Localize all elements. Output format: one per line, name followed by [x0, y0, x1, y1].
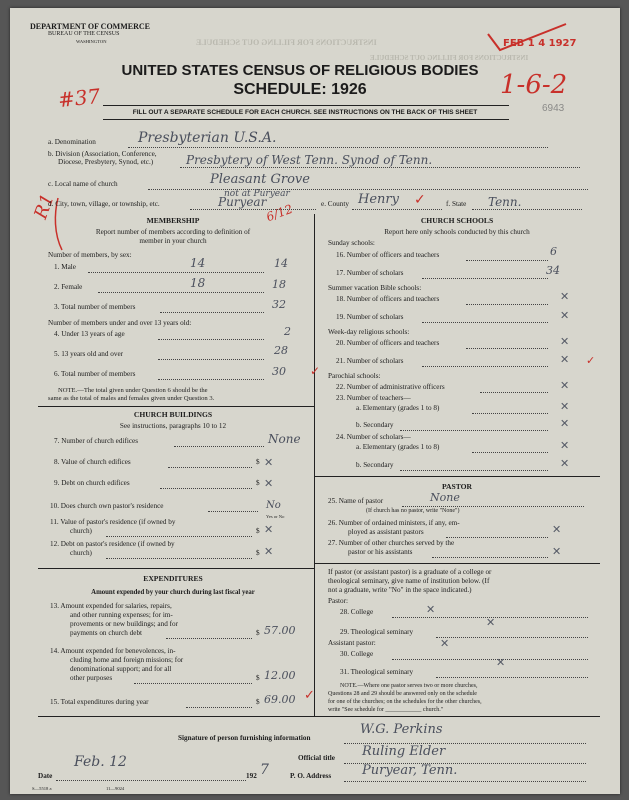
date-value: Feb. 12 — [74, 754, 127, 770]
pastor-note: NOTE.—Where one pastor serves two or more churches, — [340, 683, 478, 689]
q25-label: 25. Name of pastor — [328, 497, 384, 505]
q26-blank-mark: ✕ — [552, 523, 562, 536]
membership-intro: Report number of members according to definition of — [95, 228, 251, 236]
q19-label: 19. Number of scholars — [336, 313, 404, 321]
q9-label: 9. Debt on church edifices — [54, 479, 130, 487]
q9-blank-mark: ✕ — [264, 477, 274, 490]
received-date-stamp: FEB 1 4 1927 — [503, 38, 577, 49]
bleed-through-text: INSTRUCTIONS FOR FILLING OUT SCHEDULE — [196, 38, 377, 47]
q3-value: 32 — [272, 298, 286, 311]
parochial-schools-label: Parochial schools: — [328, 372, 381, 380]
q4-label: 4. Under 13 years of age — [54, 330, 125, 338]
expenditures-heading: EXPENDITURES — [143, 574, 203, 583]
graduate-instructions-3: not a graduate, write "No" in the space indicated.) — [328, 586, 472, 594]
q14-label: 14. Amount expended for benevolences, in- — [50, 647, 176, 655]
q9-dollar: $ — [256, 479, 260, 487]
local-name-note: not at Puryear — [224, 189, 290, 199]
q27-label: 27. Number of other churches served by the — [328, 539, 455, 547]
pastor-note-4: write "See schedule for ____________ church." — [328, 707, 444, 713]
q1-stray-value: 14 — [190, 256, 206, 270]
official-title-label: Official title — [298, 754, 335, 762]
date-label: Date — [38, 772, 53, 780]
schools-heading: CHURCH SCHOOLS — [420, 216, 494, 225]
q13-dollar: $ — [256, 629, 260, 637]
by-sex-label: Number of members, by sex: — [48, 251, 132, 259]
q1-label: 1. Male — [54, 263, 76, 271]
city-value: Puryear — [218, 195, 267, 209]
q27-label-2: pastor or his assistants — [348, 548, 413, 556]
county-note: 6/12 — [264, 201, 295, 225]
column-divider — [314, 214, 315, 716]
q14-label-2: cluding home and foreign missions; for — [70, 656, 184, 664]
q28-blank-mark: ✕ — [426, 603, 436, 616]
local-name-value: Pleasant Grove — [210, 172, 310, 187]
bleed-through-text-2: INSTRUCTIONS FOR FILLING OUT SCHEDULE — [370, 54, 529, 62]
form-number: S—5518 a — [32, 786, 52, 791]
q22-blank-mark: ✕ — [560, 379, 570, 392]
official-title-value: Ruling Elder — [362, 744, 446, 759]
q8-dollar: $ — [256, 458, 260, 466]
q5-value: 28 — [274, 344, 288, 357]
q23a-blank-mark: ✕ — [560, 400, 570, 413]
buildings-instructions: See instructions, paragraphs 10 to 12 — [119, 422, 227, 430]
q21-blank-mark: ✕ — [560, 353, 570, 366]
q30-label: 30. College — [340, 650, 374, 658]
q15-value: 69.00 — [264, 693, 296, 706]
q24a-blank-mark: ✕ — [560, 439, 570, 452]
city-label: d. City, town, village, or township, etc. — [48, 200, 160, 208]
pastor-subheading: Pastor: — [328, 597, 348, 605]
form-print-code: 11—9024 — [106, 786, 125, 791]
q23b-blank-mark: ✕ — [560, 417, 570, 430]
state-value: Tenn. — [488, 195, 522, 209]
q19-blank-mark: ✕ — [560, 309, 570, 322]
q6-label: 6. Total number of members — [54, 370, 136, 378]
q13-label: 13. Amount expended for salaries, repairs, — [50, 602, 172, 610]
summer-schools-label: Summer vacation Bible schools: — [328, 284, 422, 292]
q18-blank-mark: ✕ — [560, 290, 570, 303]
q20-blank-mark: ✕ — [560, 335, 570, 348]
signature-value: W.G. Perkins — [360, 722, 443, 737]
q8-label: 8. Value of church edifices — [54, 458, 131, 466]
q15-label: 15. Total expenditures during year — [50, 698, 149, 706]
po-address-value: Puryear, Tenn. — [362, 763, 458, 778]
q22-label: 22. Number of administrative officers — [336, 383, 445, 391]
denomination-label: a. Denomination — [48, 138, 96, 146]
q11-label-2: church) — [70, 527, 92, 535]
by-age-label: Number of members under and over 13 years old: — [48, 319, 192, 327]
q29-blank-mark: ✕ — [486, 616, 496, 629]
q12-label-2: church) — [70, 549, 92, 557]
yes-no-caption: Yes or No — [266, 514, 285, 519]
q13-label-2: and other running expenses; for im- — [70, 611, 173, 619]
q29-label: 29. Theological seminary — [340, 628, 414, 636]
q18-label: 18. Number of officers and teachers — [336, 295, 440, 303]
pastor-note-2: Questions 28 and 29 should be answered only on the schedule — [328, 691, 477, 697]
q26-label-2: ployed as assistant pastors — [348, 528, 424, 536]
q12-dollar: $ — [256, 549, 260, 557]
q24-label: 24. Number of scholars— — [336, 433, 411, 441]
q10-value: No — [266, 500, 281, 511]
county-value: Henry — [358, 192, 399, 207]
q24b-label: b. Secondary — [356, 461, 394, 469]
q16-value: 6 — [550, 245, 557, 258]
q2-value: 18 — [272, 278, 286, 291]
pastor-heading: PASTOR — [441, 482, 473, 491]
division-label: b. Division (Association, Conference, — [48, 150, 157, 158]
state-label: f. State — [446, 200, 467, 208]
schedule-number: #37 — [56, 83, 102, 113]
q5-label: 5. 13 years old and over — [54, 350, 124, 358]
membership-note: NOTE.—The total given under Question 6 should be the — [58, 387, 208, 394]
county-label: e. County — [321, 200, 349, 208]
q16-label: 16. Number of officers and teachers — [336, 251, 440, 259]
schools-intro: Report here only schools conducted by this church — [384, 228, 530, 236]
q13-value: 57.00 — [264, 624, 296, 637]
q31-blank-mark: ✕ — [496, 656, 506, 669]
form-title: UNITED STATES CENSUS OF RELIGIOUS BODIES — [121, 62, 479, 79]
q7-label: 7. Number of church edifices — [54, 437, 139, 445]
q14-label-3: denominational support; and for all — [70, 665, 172, 673]
q14-label-4: other purposes — [70, 674, 113, 682]
q2-stray-value: 18 — [190, 276, 206, 290]
q25-value: None — [430, 491, 460, 504]
po-address-label: P. O. Address — [290, 772, 332, 780]
q7-value: None — [268, 432, 301, 446]
q2-label: 2. Female — [54, 283, 83, 291]
q11-blank-mark: ✕ — [264, 523, 274, 536]
census-schedule-sheet: DEPARTMENT OF COMMERCE BUREAU OF THE CENSUS WASHINGTON INSTRUCTIONS FOR FILLING OUT SCHEDULE INSTRUCTIONS FOR FILLING OUT SCHEDULE UNITED STATES CENSUS OF RELIGIOUS BODIES SCHEDULE: 1926 FILL OUT A SEPARATE SCHEDULE FOR EACH CHURCH. SEE INSTRUCTIONS ON THE BACK OF THIS SHEET FEB 1 4 1927 1-6-2 #37 6943 R1 6/12 a. Denomination Presbyterian U.S.A. b. Division (Association, Conference, Diocese, Presbytery, Synod, etc.) Presbytery of West Tenn. Synod of Tenn. c. Local name of church Pleasant Grove not at Puryear d. City, town, village, or township, etc. Puryear e. County Henry ✓ f. State Tenn. MEMBERSHIP Report number of members according to definition of member in your church Number of members, by sex: 1. Male 14 14 2. Female 18 18 3. Total number of members 32 Number of members under and over 13 years old: 4. Under 13 years of age 2 5. 13 years old and over 28 6. Total number of members 30 ✓ NOTE.—The total given under Question 6 should be the same as the total of males and females given under Question 3. CHURCH BUILDINGS See instructions, paragraphs 10 to 12 7. Number of church edifices None 8. Value of church edifices $ ✕ 9. Debt on church edifices $ ✕ 10. Does church own pastor's residence No Yes or No 11. Value of pastor's residence (if owned by church) $ ✕ 12. Debt on pastor's residence (if owned by church) $ ✕ EXPENDITURES Amount expended by your church during last fiscal year 13. Amount expended for salaries, repairs, and other running expenses; for im- provements or new buildings; and for payments on church debt $ 57.00 14. Amount expended for benevolences, in- cluding home and foreign missions; for denominational support; and for all other purposes $ 12.00 15. Total expenditures during year $ 69.00 ✓ CHURCH SCHOOLS Report here only schools conducted by this church Sunday schools: 16. Number of officers and teachers 6 17. Number of scholars 34 Summer vacation Bible schools: 18. Number of officers and teachers ✕ 19. Number of scholars ✕ Week-day religious schools: 20. Number of officers and teachers ✕ 21. Number of scholars ✕ ✓ Parochial schools: 22. Number of administrative officers ✕ 23. Number of teachers— a. Elementary (grades 1 to 8) ✕ b. Secondary ✕ 24. Number of scholars— a. Elementary (grades 1 to 8) ✕ b. Secondary ✕ PASTOR 25. Name of pastor None (If church has no pastor, write "None") 26. Number of ordained ministers, if any, em- ployed as assistant pastors ✕ 27. Number of other churches served by the pastor or his assistants ✕ If pastor (or assistant pastor) is a graduate of a college or theological seminary, give name of institution below. (If not a graduate, write "No" in the space indicated.) Pastor: 28. College ✕ 29. Theological seminary ✕ Assistant pastor: 30. College ✕ 31. Theological seminary ✕ NOTE.—Where one pastor serves two or more churches, Questions 28 and 29 should be answered only on the schedule for one of the churches; on the schedules for the other churches, write "See schedule for ____________ church." Signature of person furnishing information W.G. Perkins Official title Ruling Elder Date Feb. 12 192 7 P. O. Address Puryear, Tenn. S—5518 a 11—9024 — [10, 8, 620, 794]
q31-label: 31. Theological seminary — [340, 668, 414, 676]
q11-dollar: $ — [256, 527, 260, 535]
assistant-pastor-subheading: Assistant pastor: — [328, 639, 376, 647]
membership-heading: MEMBERSHIP — [146, 216, 200, 225]
q24b-blank-mark: ✕ — [560, 457, 570, 470]
q27-blank-mark: ✕ — [552, 545, 562, 558]
q1-value: 14 — [274, 257, 288, 270]
division-value: Presbytery of West Tenn. Synod of Tenn. — [186, 153, 433, 167]
q23a-label: a. Elementary (grades 1 to 8) — [356, 404, 440, 412]
q13-label-3: provements or new buildings; and for — [70, 620, 178, 628]
q26-label: 26. Number of ordained ministers, if any, em- — [328, 519, 460, 527]
q24a-label: a. Elementary (grades 1 to 8) — [356, 443, 440, 451]
bureau-name: BUREAU OF THE CENSUS — [48, 31, 120, 37]
membership-intro-2: member in your church — [139, 237, 207, 245]
city-name: WASHINGTON — [76, 39, 107, 44]
buildings-heading: CHURCH BUILDINGS — [133, 410, 213, 419]
q3-label: 3. Total number of members — [54, 303, 136, 311]
denomination-value: Presbyterian U.S.A. — [138, 130, 277, 146]
q14-value: 12.00 — [264, 669, 296, 682]
serial-number-stamp: 6943 — [542, 103, 565, 114]
q23b-label: b. Secondary — [356, 421, 394, 429]
q12-label: 12. Debt on pastor's residence (if owned by — [50, 540, 175, 548]
q21-label: 21. Number of scholars — [336, 357, 404, 365]
q23-label: 23. Number of teachers— — [336, 394, 411, 402]
q11-label: 11. Value of pastor's residence (if owned by — [50, 518, 176, 526]
pastor-note-3: for one of the churches; on the schedules for the other churches, — [328, 699, 482, 705]
q12-blank-mark: ✕ — [264, 545, 274, 558]
signature-label: Signature of person furnishing information — [178, 734, 311, 742]
form-subtitle: SCHEDULE: 1926 — [233, 81, 367, 98]
q28-label: 28. College — [340, 608, 374, 616]
sunday-schools-label: Sunday schools: — [328, 239, 375, 247]
year-digit: 7 — [260, 762, 269, 778]
q20-label: 20. Number of officers and teachers — [336, 339, 440, 347]
department-name: DEPARTMENT OF COMMERCE — [30, 22, 151, 31]
q13-label-4: payments on church debt — [70, 629, 143, 637]
q10-label: 10. Does church own pastor's residence — [50, 502, 164, 510]
year-prefix: 192 — [246, 772, 257, 780]
weekday-schools-label: Week-day religious schools: — [328, 328, 410, 336]
q15-dollar: $ — [256, 698, 260, 706]
q14-dollar: $ — [256, 674, 260, 682]
q25-note: (If church has no pastor, write "None") — [366, 508, 460, 514]
classification-code: 1-6-2 — [500, 70, 568, 100]
expenditures-intro: Amount expended by your church during last fiscal year — [91, 589, 255, 596]
q4-value: 2 — [284, 325, 291, 338]
membership-note-2: same as the total of males and females given under Question 3. — [48, 395, 215, 402]
fill-instruction: FILL OUT A SEPARATE SCHEDULE FOR EACH CHURCH. SEE INSTRUCTIONS ON THE BACK OF THIS SHEET — [132, 109, 478, 116]
q17-value: 34 — [546, 264, 560, 277]
graduate-instructions-2: theological seminary, give name of institution below. (If — [328, 577, 490, 585]
q17-label: 17. Number of scholars — [336, 269, 404, 277]
q6-value: 30 — [272, 365, 286, 378]
graduate-instructions: If pastor (or assistant pastor) is a graduate of a college or — [328, 568, 492, 576]
q8-blank-mark: ✕ — [264, 456, 274, 469]
margin-mark: R1 — [30, 191, 59, 222]
q30-blank-mark: ✕ — [440, 637, 450, 650]
local-name-label: c. Local name of church — [48, 180, 118, 188]
division-label-2: Diocese, Presbytery, Synod, etc.) — [58, 158, 154, 166]
